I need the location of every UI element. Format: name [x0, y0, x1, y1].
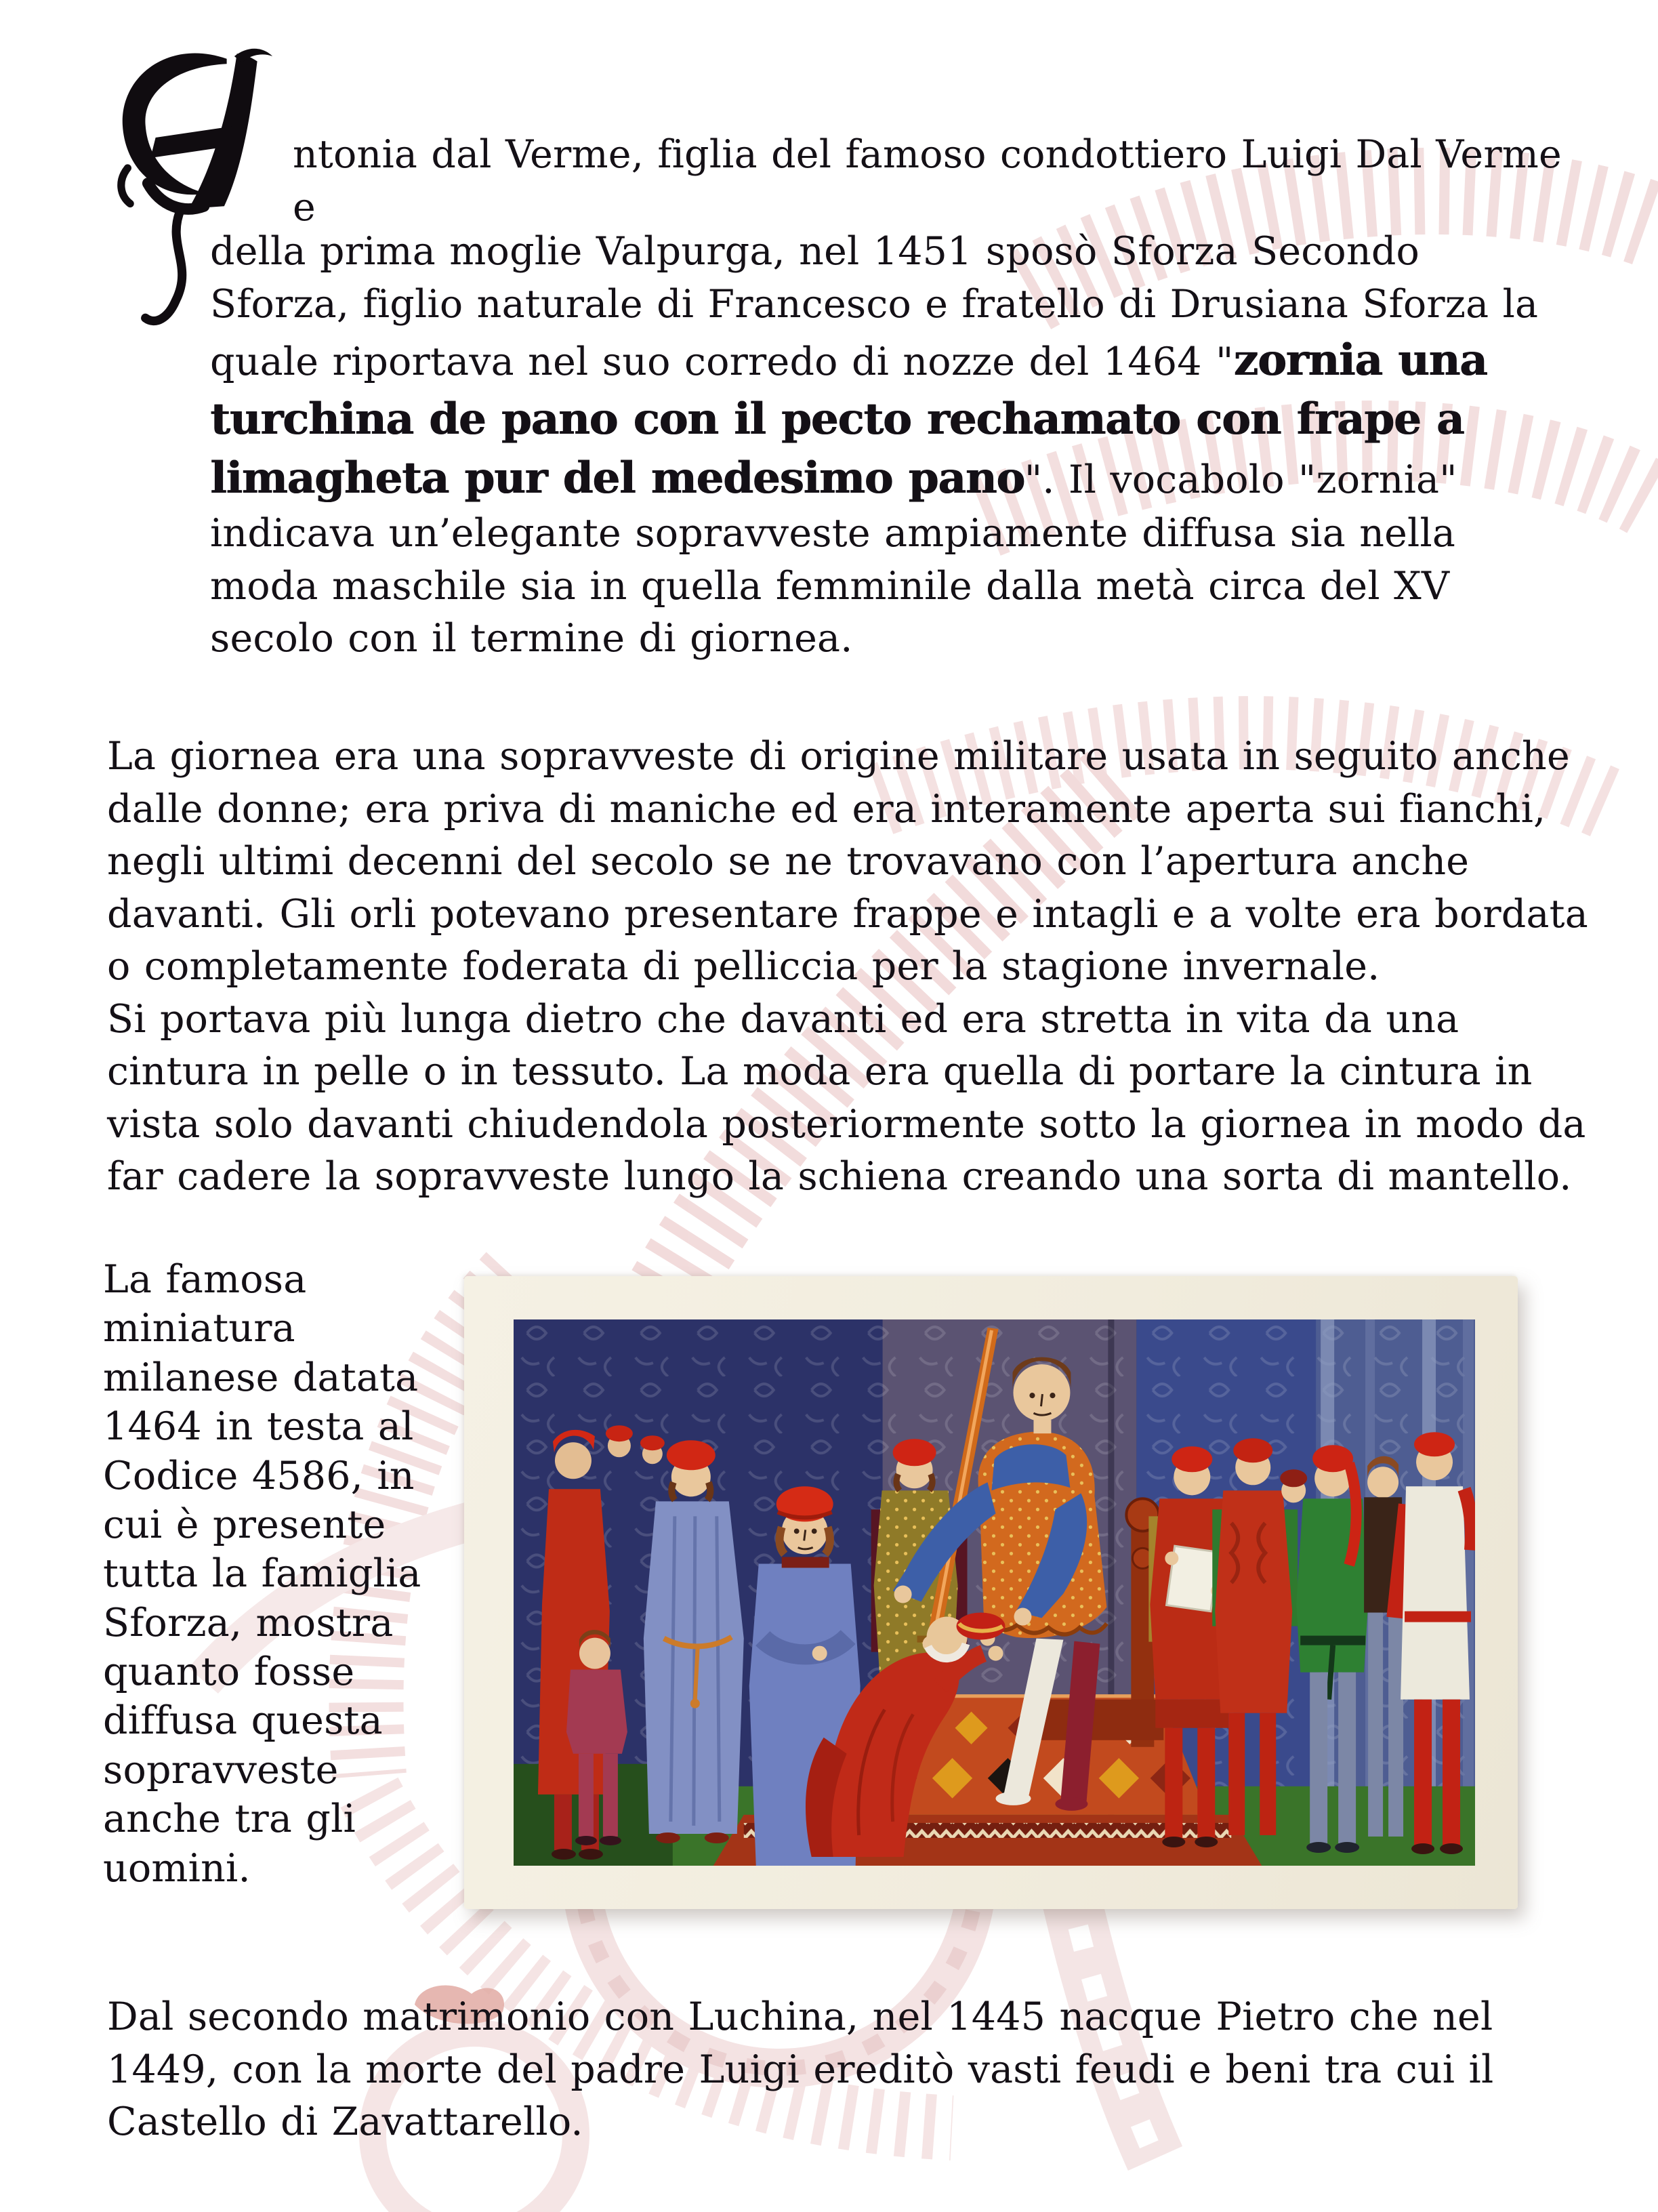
paragraph-miniatura: La famosa miniatura milanese datata 1464 in testa al Codice 4586, in cui è presente tutta la famiglia Sforza, mostra quanto fosse diffusa questa sopravveste anche tra gli uomini. — [103, 1257, 421, 1891]
intro-paragraph — [210, 226, 1565, 665]
paragraph-moda: Si portava più lunga dietro che davanti ed era stretta in vita da una cintura in pelle o in tessuto. La moda era quella di portare la cintura in vista solo davanti chiudendola posteriormente sotto la giornea in modo da far cadere la sopravveste lungo la schiena creando una sorta di mantello. — [107, 996, 1586, 1200]
miniature-photo-frame — [464, 1276, 1518, 1909]
paragraph-giornea-block — [107, 731, 1608, 1204]
painting-illustration — [514, 1319, 1475, 1866]
miniature-painting — [514, 1319, 1475, 1866]
paragraph-giornea: La giornea era una sopravveste di origine militare usata in seguito anche dalle donne; era priva di maniche ed era interamente aperta sui fianchi, negli ultimi decenni del secolo se ne trovavano con l’apertura anche davanti. Gli orli potevano presentare frappe e intagli e a volte era bordata o completamente foderata di pelliccia per la stagione invernale. — [107, 734, 1588, 989]
intro-seg-normal-1: della prima moglie Valpurga, nel 1451 sposò Sforza Secondo Sforza, figlio naturale di Francesco e fratello di Drusiana Sforza la quale riportava nel suo corredo di nozze del 1464 " — [210, 229, 1539, 385]
intro-seg-normal-2: ". Il vocabolo "zornia" indicava un’elegante sopravveste ampiamente diffusa sia nella moda maschile sia in quella femminile dalla metà circa del XV secolo con il termine di giornea. — [210, 457, 1457, 661]
intro-first-line-text: ntonia dal Verme, figlia del famoso condottiero Luigi Dal Verme e — [293, 132, 1562, 230]
paragraph-luchina: Dal secondo matrimonio con Luchina, nel 1445 nacque Pietro che nel 1449, con la morte del padre Luigi ereditò vasti feudi e beni tra cui il Castello di Zavattarello. — [107, 1994, 1494, 2145]
intro-first-line — [293, 129, 1587, 234]
intro-seg-blackletter-quote: zornia una turchina de pano con il pecto rechamato con frape a limagheta pur del medesimo pano — [210, 335, 1487, 504]
